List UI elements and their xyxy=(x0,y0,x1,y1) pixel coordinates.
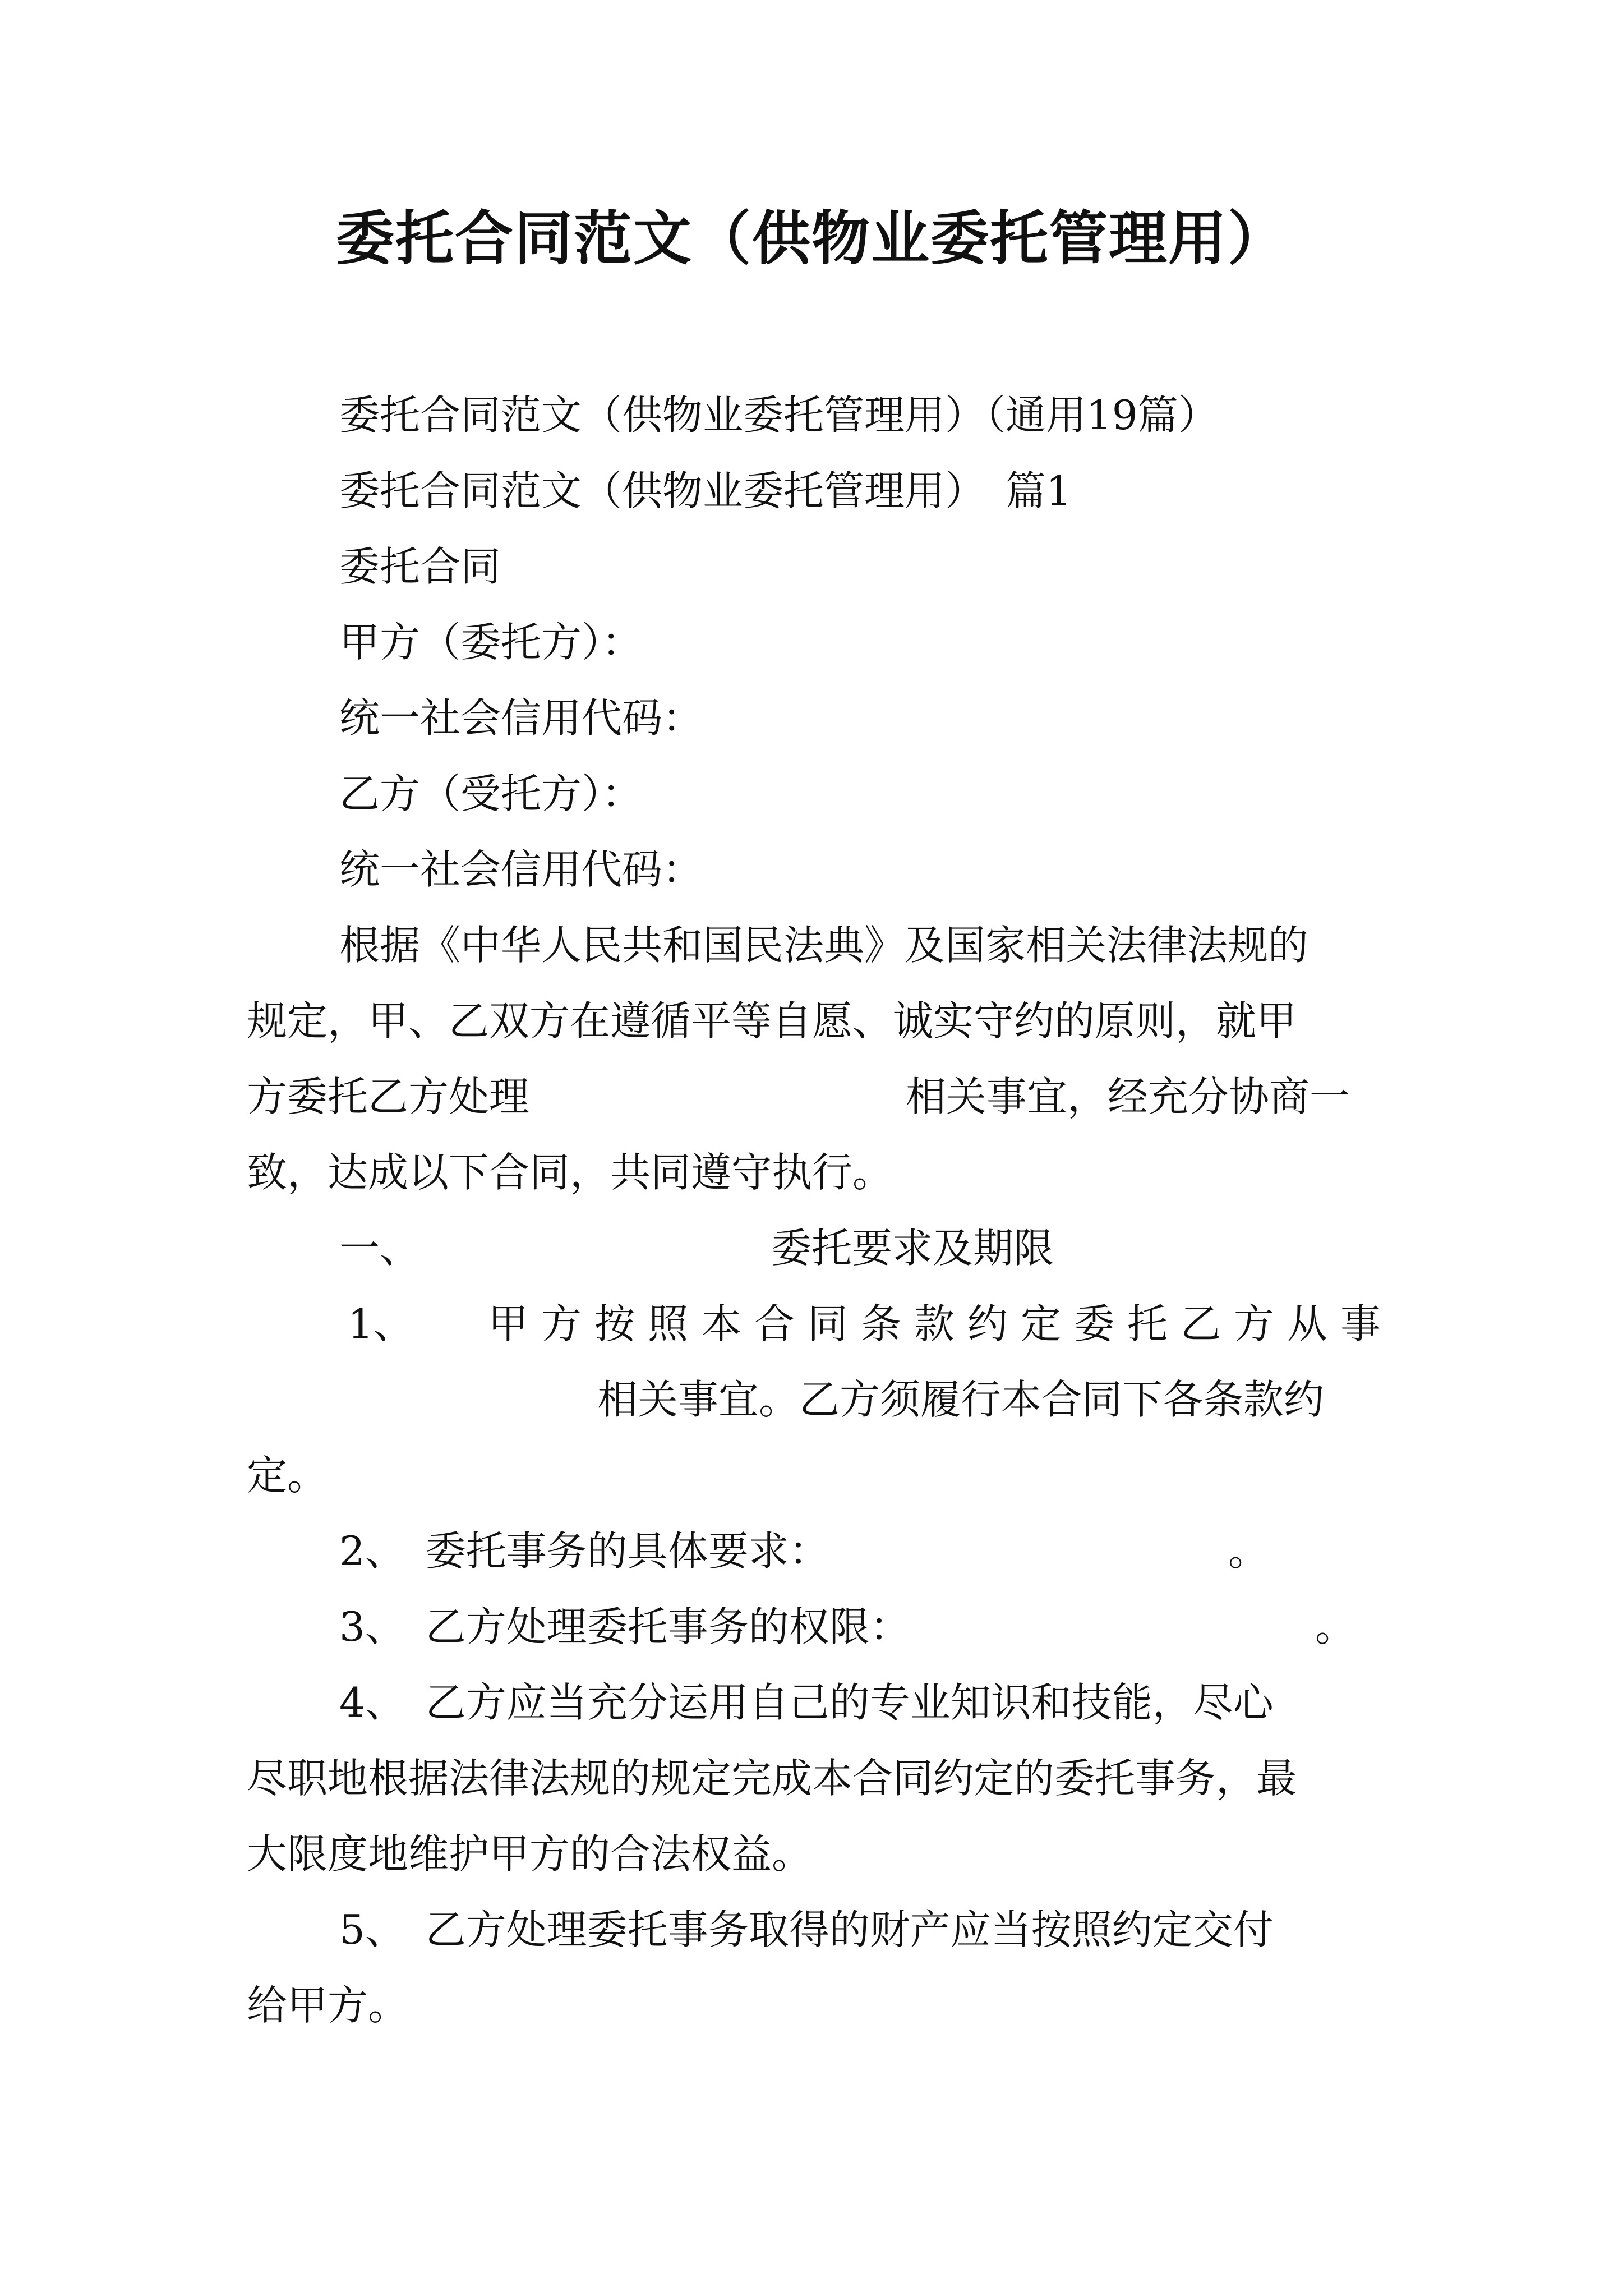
item-number: 1、 xyxy=(348,1300,414,1347)
section-heading: 委托合同范文（供物业委托管理用） 篇1 xyxy=(339,467,1072,514)
item-text: 2、 委托事务的具体要求： xyxy=(339,1527,829,1575)
item-text: 甲方按照本合同条款约定委托乙方从事 xyxy=(488,1300,1394,1347)
party-a-credit-code-label: 统一社会信用代码： xyxy=(339,694,703,742)
contract-heading: 委托合同 xyxy=(339,543,501,590)
paragraph-line: 方委托乙方处理 xyxy=(247,1073,530,1120)
paragraph-line-continued: 相关事宜，经充分协商一 xyxy=(906,1073,1350,1120)
party-b-credit-code-label: 统一社会信用代码： xyxy=(339,846,703,893)
item-text-end: 。 xyxy=(1315,1603,1356,1650)
item-text: 3、 乙方处理委托事务的权限： xyxy=(339,1603,910,1650)
section-number: 一、 xyxy=(339,1225,421,1272)
item-text: 5、 乙方处理委托事务取得的财产应当按照约定交付 xyxy=(339,1906,1274,1953)
item-text-end: 大限度地维护甲方的合法权益。 xyxy=(247,1830,813,1878)
party-a-label: 甲方（委托方）： xyxy=(339,619,643,666)
paragraph-line xyxy=(339,917,1391,973)
paragraph-line: 规定，甲、乙双方在遵循平等自愿、诚实守约的原则，就甲 xyxy=(247,997,1297,1045)
item-text-continued: 相关事宜。乙方须履行本合同下各条款约 xyxy=(597,1376,1325,1423)
paragraph-line: 致，达成以下合同，共同遵守执行。 xyxy=(247,1149,893,1196)
party-b-label: 乙方（受托方）： xyxy=(339,770,643,817)
item-text-end: 给甲方。 xyxy=(247,1982,409,2029)
item-text-continued: 尽职地根据法律法规的规定完成本合同约定的委托事务，最 xyxy=(247,1755,1297,1802)
section-title: 委托要求及期限 xyxy=(771,1225,1054,1272)
item-text-end: 定。 xyxy=(247,1452,328,1499)
document-title: 委托合同范文（供物业委托管理用） xyxy=(335,204,1287,273)
item-text-end: 。 xyxy=(1228,1527,1269,1575)
item-text: 4、 乙方应当充分运用自己的专业知识和技能，尽心 xyxy=(339,1679,1274,1726)
paragraph-text: 根据《中华人民共和国民法典》及国家相关法律法规的 xyxy=(339,922,1309,969)
subtitle-line: 委托合同范文（供物业委托管理用）（通用19篇） xyxy=(339,392,1219,439)
